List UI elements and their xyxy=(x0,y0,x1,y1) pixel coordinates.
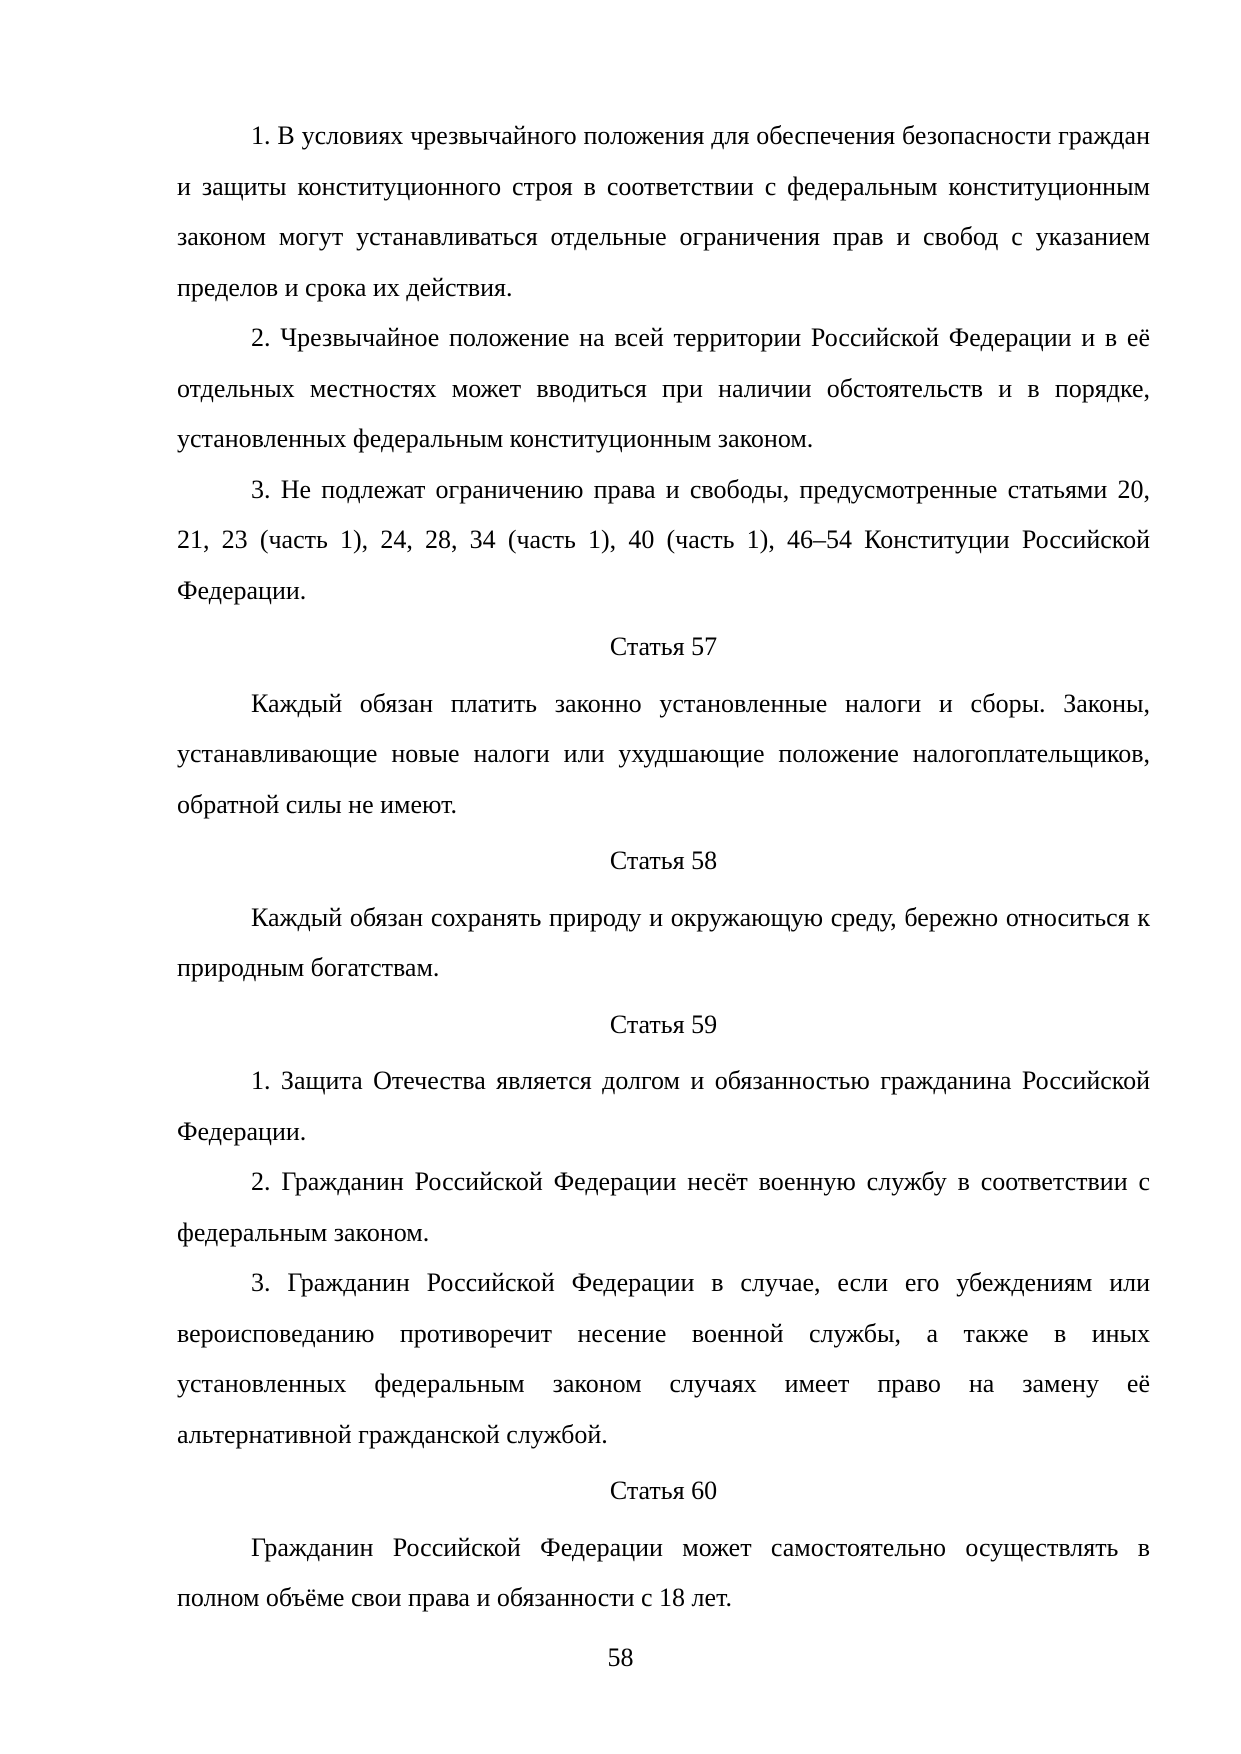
article-56-part-2: 2. Чрезвычайное положение на всей территории Российской Федерации и в её отдельных местностях может вводиться при наличии обстоятельств и в порядке, установленных федеральным конституционным законом. xyxy=(177,323,1150,453)
article-59-part-2: 2. Гражданин Российской Федерации несёт военную службу в соответствии с федеральным законом. xyxy=(177,1167,1150,1247)
article-57-text: Каждый обязан платить законно установленные налоги и сборы. Законы, устанавливающие новые налоги или ухудшающие положение налогоплательщиков, обратной силы не имеют. xyxy=(177,688,1150,819)
article-58-heading: Статья 58 xyxy=(609,846,718,875)
article-56-part-3: 3. Не подлежат ограничению права и свободы, предусмотренные статьями 20, 21, 23 (часть 1), 24, 28, 34 (часть 1), 40 (часть 1), 46–54 Конституции Российской Федерации. xyxy=(177,474,1150,605)
article-59-part-1: 1. Защита Отечества является долгом и обязанностью гражданина Российской Федерации. xyxy=(177,1066,1150,1146)
article-59-part-3: 3. Гражданин Российской Федерации в случае, если его убеждениям или вероисповеданию противоречит несение военной службы, а также в иных установленных федеральным законом случаях имеет право на замену её альтернативной гражданской службой. xyxy=(177,1268,1150,1449)
article-58-text: Каждый обязан сохранять природу и окружающую среду, бережно относиться к природным богатствам. xyxy=(177,902,1150,982)
article-56-part-1: 1. В условиях чрезвычайного положения для обеспечения безопасности граждан и защиты конституционного строя в соответствии с федеральным конституционным законом могут устанавливаться отдельные ограничения прав и свобод с указанием пределов и срока их действия. xyxy=(177,121,1150,302)
article-60-text: Гражданин Российской Федерации может самостоятельно осуществлять в полном объёме свои права и обязанности с 18 лет. xyxy=(177,1532,1150,1612)
document-page xyxy=(177,111,1150,1624)
page-number: 58 xyxy=(607,1643,634,1672)
article-60-heading: Статья 60 xyxy=(609,1476,718,1505)
article-57-heading: Статья 57 xyxy=(609,632,718,661)
article-59-heading: Статья 59 xyxy=(609,1009,718,1039)
